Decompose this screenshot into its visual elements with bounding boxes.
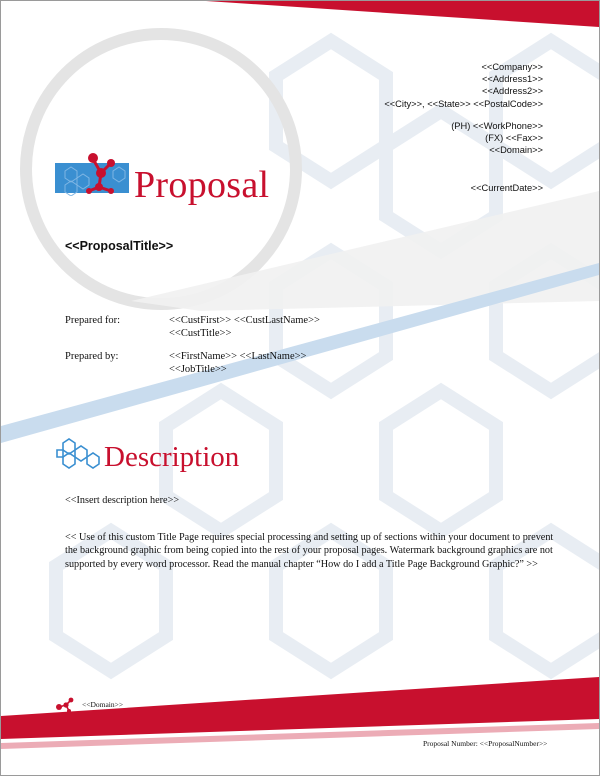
prepared-for-values xyxy=(169,315,320,340)
work-phone: (PH) <<WorkPhone>> xyxy=(451,120,543,131)
address-line-1: <<Address1>> xyxy=(482,74,543,85)
company-name: <<Company>> xyxy=(481,62,543,72)
prepared-by-label: Prepared by: xyxy=(65,351,119,362)
proposal-number: Proposal Number: <<ProposalNumber>> xyxy=(423,739,548,748)
city-state-zip: <<City>>, <<State>> <<PostalCode>> xyxy=(384,98,543,109)
top-red-band xyxy=(206,1,599,27)
footer-domain: <<Domain>> xyxy=(82,700,124,709)
company-address-block xyxy=(384,61,543,156)
description-placeholder: <<Insert description here>> xyxy=(65,495,180,506)
prepared-for-label: Prepared for: xyxy=(65,315,121,326)
hexagon-chain-icon xyxy=(55,437,101,473)
description-heading: Description xyxy=(104,441,240,473)
author-name: <<FirstName>> <<LastName>> xyxy=(169,351,307,362)
fax-number: (FX) <<Fax>> xyxy=(485,133,543,144)
domain: <<Domain>> xyxy=(489,145,543,156)
customer-name: <<CustFirst>> <<CustLastName>> xyxy=(169,315,320,326)
molecule-small-icon xyxy=(55,697,75,713)
address-line-2: <<Address2>> xyxy=(482,86,543,97)
prepared-by-values xyxy=(169,351,306,376)
author-title: <<JobTitle>> xyxy=(169,363,227,375)
proposal-wordmark: Proposal xyxy=(134,164,270,206)
description-note: << Use of this custom Title Page requires special processing and setting up of sections within your document to prevent the background graphic from being copied into the rest of your proposal pages. Watermark background graphics are not supported by every word processor. Read the manual chapter “How do I add a Title Page Background Graphic?” >> xyxy=(65,532,554,570)
proposal-title: <<ProposalTitle>> xyxy=(65,239,174,253)
current-date: <<CurrentDate>> xyxy=(470,183,543,193)
molecule-logo-icon xyxy=(55,151,129,196)
customer-title: <<CustTitle>> xyxy=(169,327,232,339)
